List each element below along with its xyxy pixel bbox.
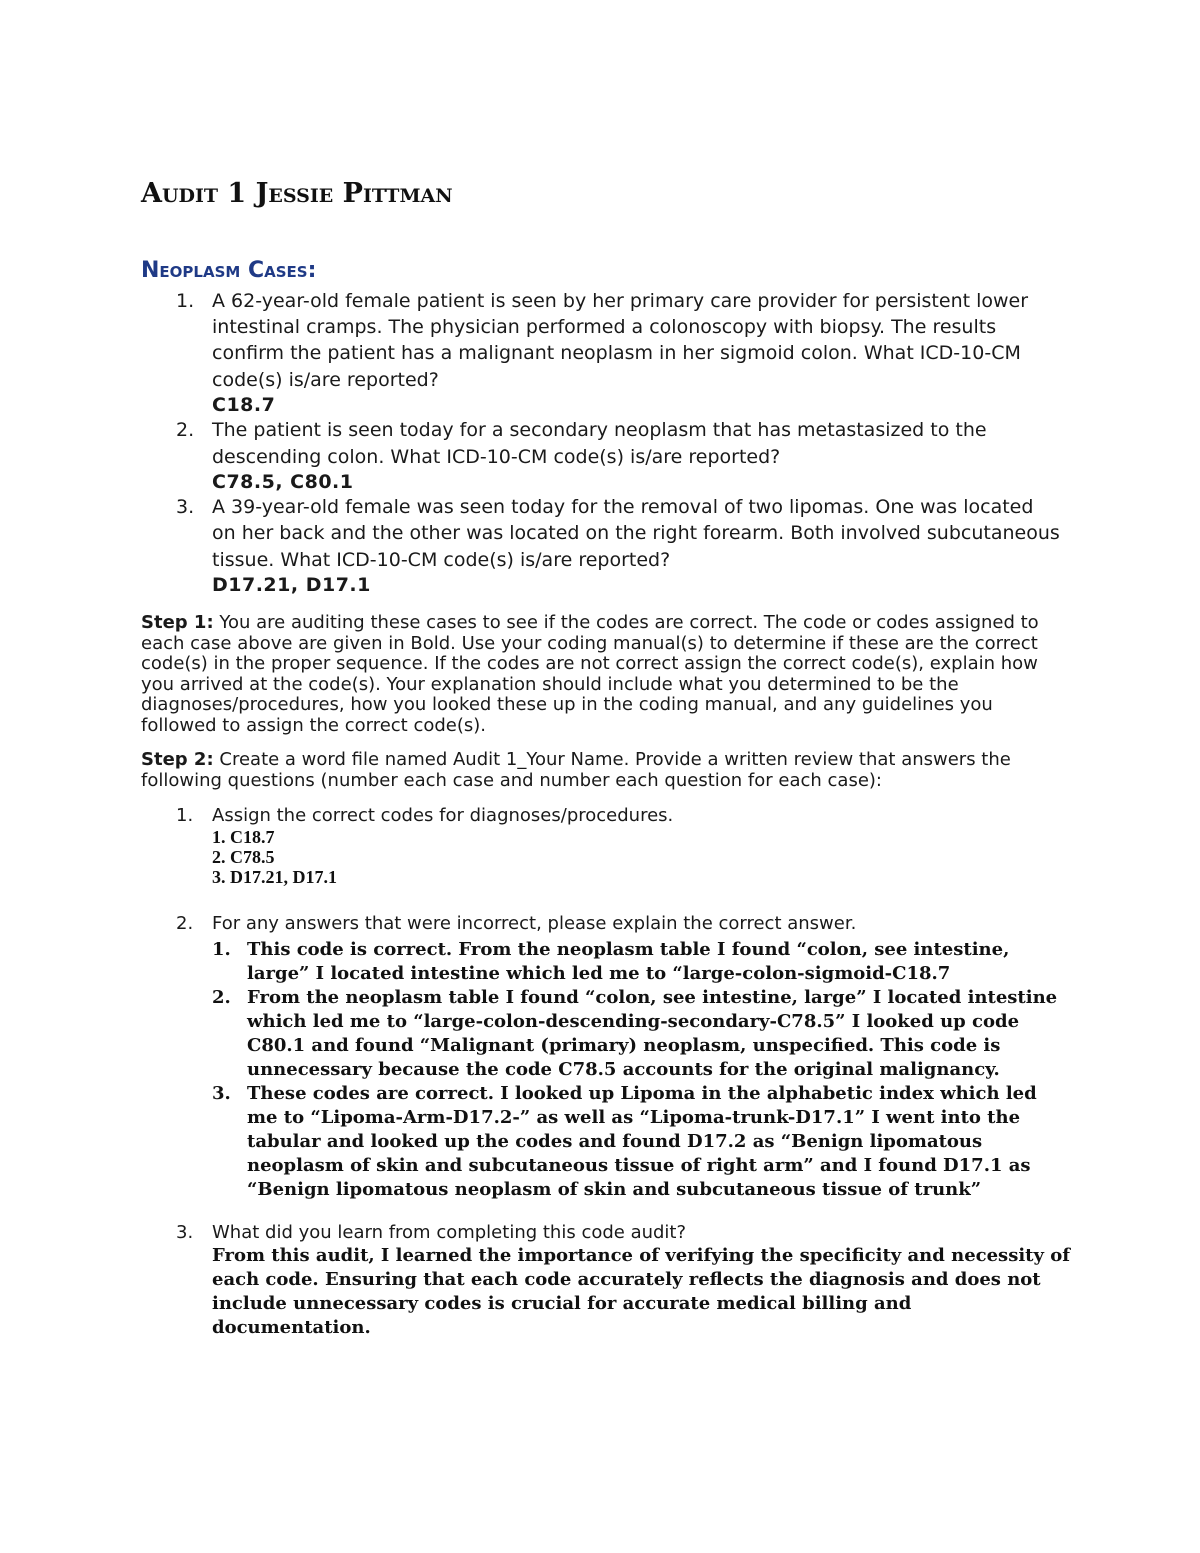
correct-code-item: 3. D17.21, D17.1 (212, 867, 337, 887)
question-text: For any answers that were incorrect, please explain the correct answer. (212, 913, 857, 934)
question-text: Assign the correct codes for diagnoses/procedures. (212, 805, 674, 826)
question-line (141, 805, 1071, 827)
explanation-number: 3. (212, 1083, 231, 1104)
case-number: 1. (176, 290, 195, 312)
step-1-paragraph (141, 613, 1071, 737)
explanation-item (141, 986, 1071, 1082)
correct-codes-list (141, 827, 1071, 887)
document-title: Audit 1 Jessie Pittman (141, 178, 453, 209)
question-line (141, 913, 1071, 935)
question-1 (141, 805, 1071, 887)
case-answer: C18.7 (212, 393, 276, 416)
question-text: What did you learn from completing this code audit? (212, 1222, 687, 1243)
explanation-list (141, 938, 1071, 1202)
explanation-item (141, 1082, 1071, 1202)
explanation-item (141, 938, 1071, 986)
section-heading: Neoplasm Cases: (141, 258, 317, 283)
step-2-label: Step 2: (141, 749, 214, 770)
step-2-text: Create a word file named Audit 1_Your Name. Provide a written review that answers the following questions (number each case and number each question for each case): (141, 749, 1011, 791)
step-2-paragraph (141, 750, 1071, 791)
case-item (141, 417, 1061, 494)
question-3 (141, 1222, 1071, 1340)
case-item (141, 288, 1061, 417)
correct-code-item: 2. C78.5 (212, 847, 275, 867)
explanation-number: 2. (212, 987, 231, 1008)
question-line (141, 1222, 1071, 1244)
case-text: The patient is seen today for a secondary neoplasm that has metastasized to the descending colon. What ICD-10-CM code(s) is/are reported? (212, 419, 987, 468)
correct-code-item: 1. C18.7 (212, 827, 275, 847)
explanation-text: From the neoplasm table I found “colon, see intestine, large” I located intestine which led me to “large-colon-descending-secondary-C78.5” I looked up code C80.1 and found “Malignant (primary) neoplasm, unspecified. This code is unnecessary because the code C78.5 accounts for the original malignancy. (247, 987, 1058, 1080)
case-text: A 62-year-old female patient is seen by her primary care provider for persistent lower intestinal cramps. The physician performed a colonoscopy with biopsy. The results confirm the patient has a malignant neoplasm in her sigmoid colon. What ICD-10-CM code(s) is/are reported? (212, 290, 1029, 391)
question-number: 3. (176, 1222, 194, 1243)
step-1-label: Step 1: (141, 612, 214, 633)
explanation-text: This code is correct. From the neoplasm table I found “colon, see intestine, large” I located intestine which led me to “large-colon-sigmoid-C18.7 (247, 939, 1010, 984)
question-number: 2. (176, 913, 194, 934)
case-answer: C78.5, C80.1 (212, 470, 354, 493)
case-number: 3. (176, 496, 195, 519)
case-list (141, 288, 1061, 597)
case-item (141, 494, 1061, 597)
explanation-text: These codes are correct. I looked up Lipoma in the alphabetic index which led me to “Lipoma-Arm-D17.2-” as well as “Lipoma-trunk-D17.1” I went into the tabular and looked up the codes and found D17.2 as “Benign lipomatous neoplasm of skin and subcutaneous tissue of right arm” and I found D17.1 as “Benign lipomatous neoplasm of skin and subcutaneous tissue of trunk” (247, 1083, 1037, 1200)
question-2 (141, 913, 1071, 1202)
learning-answer: From this audit, I learned the importance of verifying the specificity and necessity of each code. Ensuring that each code accurately reflects the diagnosis and does not include unnecessary codes is crucial for accurate medical billing and documentation. (212, 1245, 1070, 1338)
step-1-text: You are auditing these cases to see if the codes are correct. The code or codes assigned to each case above are given in Bold. Use your coding manual(s) to determine if these are the correct code(s) in the proper sequence. If the codes are not correct assign the correct code(s), explain how you arrived at the code(s). Your explanation should include what you determined to be the diagnoses/procedures, how you looked these up in the coding manual, and any guidelines you followed to assign the correct code(s). (141, 612, 1039, 736)
case-answer: D17.21, D17.1 (212, 573, 371, 596)
case-number: 2. (176, 419, 195, 442)
explanation-number: 1. (212, 939, 231, 960)
case-text: A 39-year-old female was seen today for the removal of two lipomas. One was located on her back and the other was located on the right forearm. Both involved subcutaneous tissue. What ICD-10-CM code(s) is/are reported? (212, 496, 1060, 571)
question-number: 1. (176, 805, 194, 826)
